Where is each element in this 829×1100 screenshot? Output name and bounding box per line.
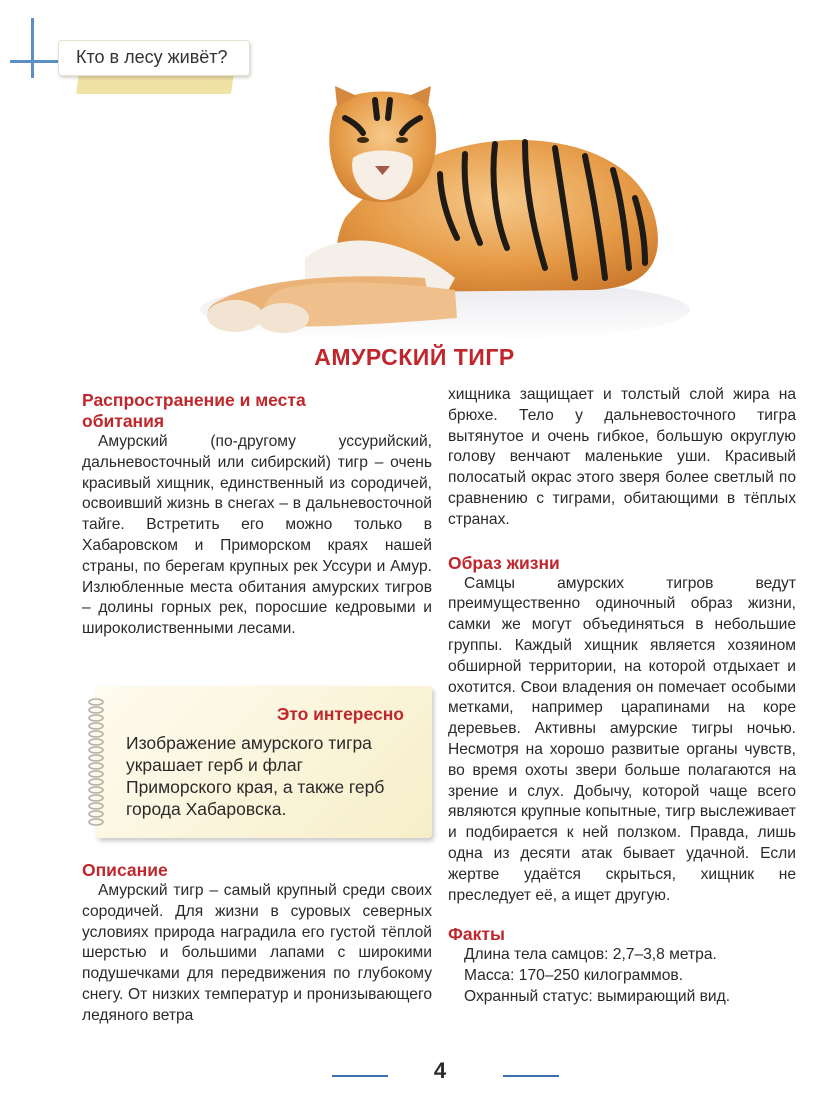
lifestyle-heading: Образ жизни [448,552,560,573]
description-section [82,860,432,1027]
interesting-text: Изображение амурского тигра украшает герб и флаг Приморского края, а также герб города Хабаровска. [126,733,385,819]
footer-line-left [332,1075,388,1077]
page-number: 4 [433,1058,447,1083]
right-column [448,385,796,1008]
facts-section [448,924,796,1007]
footer-line-right [503,1075,559,1077]
tiger-illustration [195,78,695,350]
section-tag [58,40,250,76]
fact-item: Масса: 170–250 килограммов. [464,967,684,985]
fact-item: Охранный статус: вымирающий вид. [464,987,731,1005]
corner-horizontal-line [10,60,60,63]
distribution-heading-line2: обитания [82,411,165,431]
corner-vertical-line [31,18,34,78]
distribution-heading-line1: Распространение и места [82,390,306,410]
description-heading: Описание [82,860,168,880]
tiger-image [195,78,695,350]
section-tag-label: Кто в лесу живёт? [76,47,228,67]
spiral-binding-icon [86,696,106,831]
distribution-text: Амурский (по-другому уссурийский, дальневосточный или сибирский) тигр – очень красивый хищник, единственный из сородичей, освоивший жизнь в снегах – в дальневосточной тайге. Встретить его можно только в Хабаровском и Приморском краях нашей страны, по берегам крупных рек Уссури и Амур. Излюбленные места обитания амурских тигров – долины горных рек, поросшие кедровыми и широколиственными лесами. [82,433,432,638]
description-text-right: хищника защищает и толстый слой жира на брюхе. Тело у дальневосточного тигра вытянутое и очень гибкое, большую округлую голову венчают маленькие уши. Красивый полосатый окрас этого зверя более светлый по сравнению с тиграми, обитающими в тёплых странах. [448,386,796,528]
description-text-left: Амурский тигр – самый крупный среди своих сородичей. Для жизни в суровых северных условиях природа наградила его густой тёплой шерстью и большими лапами с широкими подушечками для передвижения по глубокому снегу. От низких температур и пронизывающего ледяного ветра [82,882,432,1024]
page-title: АМУРСКИЙ ТИГР [314,344,515,370]
facts-heading: Факты [448,924,505,945]
interesting-heading: Это интересно [276,704,404,724]
interesting-note [96,686,432,838]
interesting-body [126,732,412,820]
distribution-heading [82,390,432,432]
distribution-section [82,390,432,640]
lifestyle-text: Самцы амурских тигров ведут преимущественно одиночный образ жизни, самки же могут объединяться в небольшие группы. Каждый хищник является хозяином обширной территории, на которой отдыхает и охотится. Свои владения он помечает особыми метками, например царапинами на коре деревьев. Активны амурские тигры ночью. Несмотря на хорошо развитые органы чувств, во время охоты звери больше полагаются на зрение и слух. Добычу, которой чаще всего являются крупные копытные, тигр выслеживает и подбирается к ней ползком. Правда, лишь одна из десяти атак бывает удачной. Если жертве удаётся скрыться, хищник не преследует её, а ищет другую. [448,574,796,904]
fact-item: Длина тела самцов: 2,7–3,8 метра. [464,946,717,964]
